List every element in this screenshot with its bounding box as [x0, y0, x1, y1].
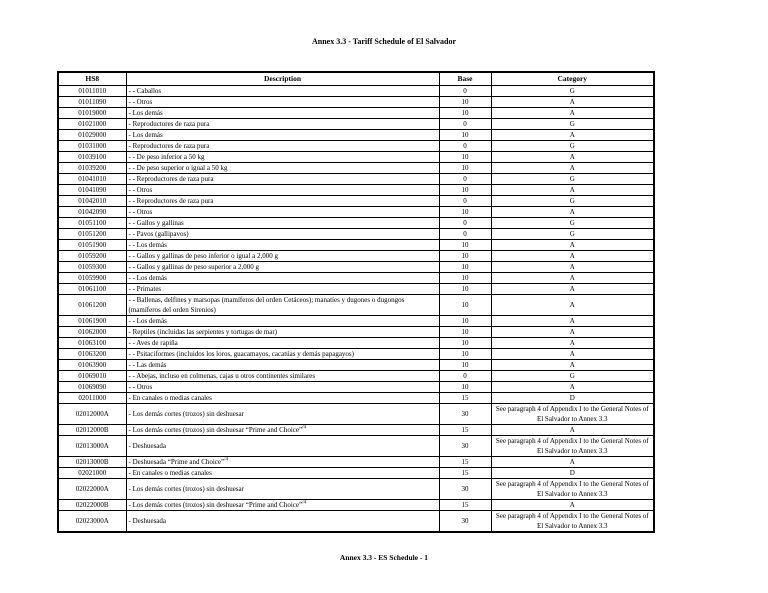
description-text: - - Otros — [128, 208, 153, 216]
column-header-hs8: HS8 — [58, 72, 126, 86]
cell-hs8-code: 02011000 — [58, 393, 126, 404]
cell-hs8-code: 01011090 — [58, 97, 126, 108]
table-row — [58, 196, 654, 207]
cell-base-rate: 30 — [439, 404, 491, 425]
table-row — [58, 393, 654, 404]
description-text: - Deshuesada — [128, 517, 167, 525]
description-text: - Los demás — [128, 109, 163, 117]
cell-base-rate: 0 — [439, 141, 491, 152]
description-text: - - Las demás — [128, 361, 167, 369]
cell-category: A — [491, 500, 654, 511]
cell-hs8-code: 01059200 — [58, 251, 126, 262]
cell-hs8-code: 01063900 — [58, 360, 126, 371]
cell-description — [126, 316, 439, 327]
cell-base-rate: 10 — [439, 295, 491, 316]
description-text: - - Gallos y gallinas de peso inferior o igual a 2,000 g — [128, 252, 278, 260]
cell-description — [126, 141, 439, 152]
cell-category: G — [491, 229, 654, 240]
description-text: - - Primates — [128, 285, 162, 293]
cell-description — [126, 130, 439, 141]
cell-category: D — [491, 468, 654, 479]
cell-description — [126, 349, 439, 360]
cell-category: A — [491, 273, 654, 284]
description-text: - - Los demás — [128, 317, 167, 325]
cell-description — [126, 327, 439, 338]
cell-category: A — [491, 349, 654, 360]
table-row — [58, 425, 654, 436]
cell-description — [126, 393, 439, 404]
cell-category: A — [491, 240, 654, 251]
cell-category: D — [491, 393, 654, 404]
cell-category: A — [491, 251, 654, 262]
cell-hs8-code: 01011010 — [58, 86, 126, 97]
description-text: - - Reproductores de raza pura — [128, 197, 214, 205]
cell-category: A — [491, 382, 654, 393]
cell-base-rate: 10 — [439, 240, 491, 251]
cell-description — [126, 185, 439, 196]
cell-category: G — [491, 86, 654, 97]
cell-hs8-code: 01019000 — [58, 108, 126, 119]
description-text: - Los demás cortes (trozos) sin deshuesar “Prime and Choice” — [128, 426, 303, 434]
cell-description — [126, 218, 439, 229]
cell-description — [126, 371, 439, 382]
description-text: - - Otros — [128, 98, 153, 106]
cell-hs8-code: 02022000B — [58, 500, 126, 511]
description-text: - - Gallos y gallinas de peso superior a 2,000 g — [128, 263, 259, 271]
cell-base-rate: 10 — [439, 360, 491, 371]
cell-base-rate: 10 — [439, 185, 491, 196]
cell-base-rate: 10 — [439, 338, 491, 349]
description-text: - - Abejas, incluso en colmenas, cajas u otros continentes similares — [128, 372, 316, 380]
cell-base-rate: 10 — [439, 97, 491, 108]
description-text: - Los demás cortes (trozos) sin deshuesar — [128, 410, 244, 418]
cell-base-rate: 0 — [439, 371, 491, 382]
table-row — [58, 295, 654, 316]
description-text: - - Ballenas, delfines y marsopas (mamíferos del orden Cetáceos); manatíes y dugones o dugongos (mamíferos del orden Sirenios) — [128, 296, 405, 314]
table-row — [58, 108, 654, 119]
cell-hs8-code: 01029000 — [58, 130, 126, 141]
cell-category: A — [491, 207, 654, 218]
cell-base-rate: 0 — [439, 218, 491, 229]
description-text: - - Los demás — [128, 241, 167, 249]
table-row — [58, 404, 654, 425]
description-text: - - De peso inferior a 50 kg — [128, 153, 205, 161]
description-text: - Reproductores de raza pura — [128, 120, 210, 128]
cell-category: See paragraph 4 of Appendix I to the General Notes of El Salvador to Annex 3.3 — [491, 436, 654, 457]
cell-base-rate: 10 — [439, 251, 491, 262]
description-text: - Reproductores de raza pura — [128, 142, 210, 150]
description-text: - - Gallos y gallinas — [128, 219, 184, 227]
cell-category: G — [491, 371, 654, 382]
cell-description — [126, 97, 439, 108]
cell-description — [126, 86, 439, 97]
page-footer: Annex 3.3 - ES Schedule - 1 — [339, 553, 429, 562]
cell-description — [126, 382, 439, 393]
table-row — [58, 349, 654, 360]
table-row — [58, 240, 654, 251]
cell-category: A — [491, 457, 654, 468]
description-text: - - Psitaciformes (incluidos los loros, guacamayos, cacatúas y demás papagayos) — [128, 350, 354, 358]
cell-description — [126, 284, 439, 295]
cell-description — [126, 468, 439, 479]
cell-base-rate: 10 — [439, 152, 491, 163]
cell-base-rate: 10 — [439, 382, 491, 393]
cell-base-rate: 30 — [439, 511, 491, 533]
cell-base-rate: 10 — [439, 207, 491, 218]
description-text: - - Aves de rapiña — [128, 339, 178, 347]
description-text: - Los demás cortes (trozos) sin deshuesar — [128, 485, 244, 493]
cell-category: G — [491, 141, 654, 152]
description-text: - - Otros — [128, 186, 153, 194]
cell-category: A — [491, 152, 654, 163]
cell-base-rate: 0 — [439, 86, 491, 97]
cell-base-rate: 15 — [439, 468, 491, 479]
cell-category: A — [491, 284, 654, 295]
cell-hs8-code: 01041010 — [58, 174, 126, 185]
table-row — [58, 284, 654, 295]
cell-description — [126, 425, 439, 436]
cell-category: G — [491, 174, 654, 185]
table-row — [58, 229, 654, 240]
cell-category: See paragraph 4 of Appendix I to the General Notes of El Salvador to Annex 3.3 — [491, 479, 654, 500]
cell-description — [126, 262, 439, 273]
cell-base-rate: 10 — [439, 130, 491, 141]
cell-hs8-code: 01062000 — [58, 327, 126, 338]
cell-hs8-code: 01021000 — [58, 119, 126, 130]
cell-base-rate: 10 — [439, 273, 491, 284]
cell-description — [126, 229, 439, 240]
cell-description — [126, 500, 439, 511]
cell-hs8-code: 02013000B — [58, 457, 126, 468]
cell-category: G — [491, 218, 654, 229]
cell-category: A — [491, 295, 654, 316]
cell-description — [126, 119, 439, 130]
table-row — [58, 163, 654, 174]
cell-category: A — [491, 185, 654, 196]
cell-hs8-code: 02012000A — [58, 404, 126, 425]
cell-hs8-code: 01041090 — [58, 185, 126, 196]
page-title: Annex 3.3 - Tariff Schedule of El Salvador — [311, 37, 456, 46]
description-text: - En canales o medias canales — [128, 469, 212, 477]
table-row — [58, 119, 654, 130]
cell-hs8-code: 01061900 — [58, 316, 126, 327]
cell-base-rate: 0 — [439, 196, 491, 207]
table-row — [58, 479, 654, 500]
cell-hs8-code: 02023000A — [58, 511, 126, 533]
cell-base-rate: 15 — [439, 425, 491, 436]
cell-base-rate: 30 — [439, 479, 491, 500]
cell-description — [126, 295, 439, 316]
description-text: - En canales o medias canales — [128, 394, 212, 402]
cell-hs8-code: 01069010 — [58, 371, 126, 382]
table-row — [58, 511, 654, 533]
cell-base-rate: 10 — [439, 163, 491, 174]
table-row — [58, 152, 654, 163]
cell-base-rate: 10 — [439, 262, 491, 273]
description-text: - - De peso superior o igual a 50 kg — [128, 164, 228, 172]
table-row — [58, 500, 654, 511]
description-text: - - Los demás — [128, 274, 167, 282]
footnote-marker: /4 — [224, 457, 229, 463]
table-row — [58, 218, 654, 229]
cell-base-rate: 10 — [439, 316, 491, 327]
cell-description — [126, 360, 439, 371]
table-row — [58, 130, 654, 141]
cell-description — [126, 457, 439, 468]
table-row — [58, 174, 654, 185]
table-row — [58, 457, 654, 468]
footnote-marker: /4 — [302, 425, 306, 431]
cell-category: A — [491, 425, 654, 436]
cell-hs8-code: 01063200 — [58, 349, 126, 360]
cell-base-rate: 10 — [439, 349, 491, 360]
cell-description — [126, 207, 439, 218]
cell-category: A — [491, 338, 654, 349]
column-header-base: Base — [439, 72, 491, 86]
cell-hs8-code: 02022000A — [58, 479, 126, 500]
description-text: - - Otros — [128, 383, 153, 391]
cell-category: See paragraph 4 of Appendix I to the General Notes of El Salvador to Annex 3.3 — [491, 511, 654, 533]
cell-category: A — [491, 360, 654, 371]
cell-hs8-code: 01039200 — [58, 163, 126, 174]
table-header-row — [58, 72, 654, 86]
table-row — [58, 273, 654, 284]
cell-base-rate: 30 — [439, 436, 491, 457]
cell-category: G — [491, 119, 654, 130]
description-text: - Los demás cortes (trozos) sin deshuesar “Prime and Choice” — [128, 501, 303, 509]
cell-base-rate: 15 — [439, 500, 491, 511]
table-row — [58, 468, 654, 479]
description-text: - Deshuesada “Prime and Choice” — [128, 458, 225, 466]
cell-description — [126, 152, 439, 163]
footnote-marker: /4 — [302, 500, 306, 506]
cell-hs8-code: 01063100 — [58, 338, 126, 349]
cell-description — [126, 108, 439, 119]
description-text: - Reptiles (incluidas las serpientes y tortugas de mar) — [128, 328, 278, 336]
cell-hs8-code: 01061200 — [58, 295, 126, 316]
cell-hs8-code: 01051900 — [58, 240, 126, 251]
table-row — [58, 371, 654, 382]
cell-base-rate: 15 — [439, 457, 491, 468]
column-header-category: Category — [491, 72, 654, 86]
description-text: - - Caballos — [128, 87, 162, 95]
cell-base-rate: 0 — [439, 119, 491, 130]
cell-hs8-code: 02013000A — [58, 436, 126, 457]
table-row — [58, 141, 654, 152]
cell-category: A — [491, 262, 654, 273]
cell-hs8-code: 01042010 — [58, 196, 126, 207]
cell-base-rate: 0 — [439, 229, 491, 240]
description-text: - Los demás — [128, 131, 163, 139]
cell-base-rate: 10 — [439, 327, 491, 338]
cell-description — [126, 163, 439, 174]
cell-hs8-code: 01059900 — [58, 273, 126, 284]
cell-description — [126, 511, 439, 533]
cell-category: A — [491, 108, 654, 119]
cell-description — [126, 273, 439, 284]
cell-hs8-code: 01042090 — [58, 207, 126, 218]
cell-description — [126, 251, 439, 262]
cell-category: A — [491, 130, 654, 141]
table-row — [58, 316, 654, 327]
cell-description — [126, 240, 439, 251]
cell-category: A — [491, 316, 654, 327]
cell-hs8-code: 01059300 — [58, 262, 126, 273]
cell-description — [126, 436, 439, 457]
table-row — [58, 86, 654, 97]
cell-category: See paragraph 4 of Appendix I to the General Notes of El Salvador to Annex 3.3 — [491, 404, 654, 425]
description-text: - - Pavos (gallipavos) — [128, 230, 189, 238]
table-row — [58, 436, 654, 457]
tariff-table — [57, 71, 655, 533]
cell-hs8-code: 02012000B — [58, 425, 126, 436]
column-header-description: Description — [126, 72, 439, 86]
description-text: - - Reproductores de raza pura — [128, 175, 214, 183]
description-text: - Deshuesada — [128, 442, 167, 450]
cell-hs8-code: 01061100 — [58, 284, 126, 295]
cell-category: A — [491, 327, 654, 338]
cell-hs8-code: 01031000 — [58, 141, 126, 152]
cell-category: A — [491, 97, 654, 108]
cell-description — [126, 338, 439, 349]
cell-base-rate: 10 — [439, 284, 491, 295]
cell-hs8-code: 01069090 — [58, 382, 126, 393]
table-row — [58, 327, 654, 338]
cell-description — [126, 479, 439, 500]
table-row — [58, 251, 654, 262]
cell-category: G — [491, 196, 654, 207]
table-row — [58, 338, 654, 349]
cell-base-rate: 15 — [439, 393, 491, 404]
table-row — [58, 97, 654, 108]
cell-description — [126, 174, 439, 185]
table-body — [58, 86, 654, 533]
cell-category: A — [491, 163, 654, 174]
table-row — [58, 207, 654, 218]
cell-hs8-code: 02021000 — [58, 468, 126, 479]
cell-description — [126, 196, 439, 207]
table-row — [58, 382, 654, 393]
table-row — [58, 262, 654, 273]
cell-base-rate: 10 — [439, 108, 491, 119]
table-row — [58, 185, 654, 196]
cell-hs8-code: 01051200 — [58, 229, 126, 240]
cell-hs8-code: 01039100 — [58, 152, 126, 163]
table-row — [58, 360, 654, 371]
cell-hs8-code: 01051100 — [58, 218, 126, 229]
cell-description — [126, 404, 439, 425]
cell-base-rate: 0 — [439, 174, 491, 185]
